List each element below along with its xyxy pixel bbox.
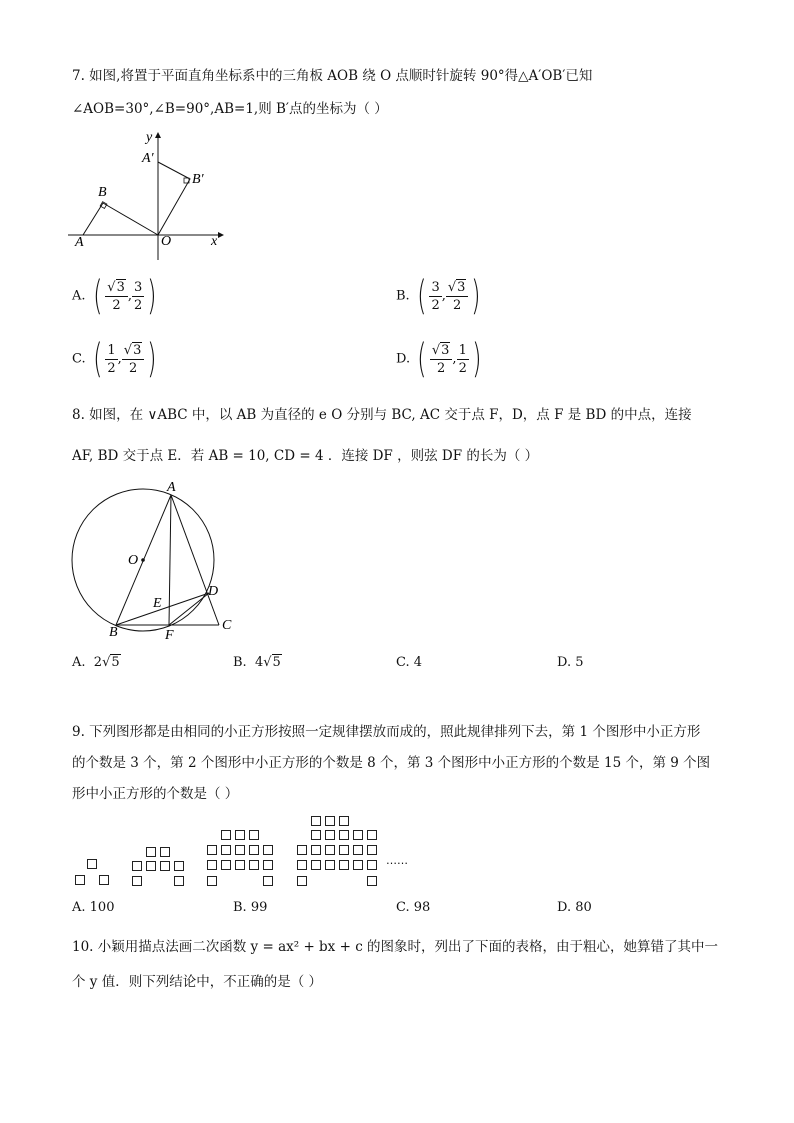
q8-option-c[interactable]: C. 4	[396, 655, 423, 670]
square	[339, 860, 349, 870]
label-A1: A′	[142, 151, 154, 166]
square	[311, 830, 321, 840]
label-B: B	[98, 185, 107, 200]
square	[249, 845, 259, 855]
square	[221, 860, 231, 870]
q9-option-d[interactable]: D. 80	[557, 900, 592, 915]
q9-option-b[interactable]: B. 99	[233, 900, 268, 915]
q8-line2: AF, BD 交于点 E．若 AB = 10, CD = 4 ．连接 DF ，则弦 DF 的长为（ ）	[72, 448, 539, 464]
q10-line1: 10. 小颖用描点法画二次函数 y = ax² + bx + c 的图象时，列出了下面的表格，由于粗心，她算错了其中一	[72, 939, 719, 955]
square	[297, 860, 307, 870]
triangle-AOB	[83, 203, 158, 235]
q9-option-a[interactable]: A. 100	[72, 900, 115, 915]
square	[367, 876, 377, 886]
square	[263, 876, 273, 886]
q7-line2: ∠AOB=30°,∠B=90°,AB=1,则 B′点的坐标为（ ）	[72, 101, 388, 117]
square	[146, 861, 156, 871]
square	[174, 861, 184, 871]
q10-line2: 个 y 值．则下列结论中，不正确的是（ ）	[72, 974, 322, 990]
square	[75, 875, 85, 885]
square	[207, 845, 217, 855]
q9-option-c[interactable]: C. 98	[396, 900, 431, 915]
q8-line1: 8. 如图，在 ∨ABC 中，以 AB 为直径的 e O 分别与 BC, AC 交于点 F，D，点 F 是 BD 的中点，连接	[72, 407, 692, 423]
q7-option-d[interactable]: D. ( $\frac{√3}{2}$ , $\frac{1}{2}$ )	[396, 336, 482, 382]
option-label: D.	[396, 351, 411, 367]
square	[132, 861, 142, 871]
square	[249, 830, 259, 840]
square	[325, 830, 335, 840]
square	[146, 847, 156, 857]
y-axis-arrow	[155, 132, 161, 138]
x-axis-arrow	[218, 232, 224, 238]
square	[339, 830, 349, 840]
label-O: O	[128, 553, 139, 568]
square	[353, 860, 363, 870]
label-E: E	[153, 596, 162, 611]
square	[353, 830, 363, 840]
square	[132, 876, 142, 886]
q8-option-a[interactable]: A. 2√5	[72, 655, 120, 670]
square	[160, 847, 170, 857]
square	[249, 860, 259, 870]
square	[325, 860, 335, 870]
q7-option-b[interactable]: B. ( $\frac{3}{2}$ , $\frac{√3}{2}$ )	[396, 273, 481, 319]
label-C: C	[222, 618, 232, 633]
square	[325, 816, 335, 826]
q9-square-patterns	[70, 812, 410, 892]
square	[207, 860, 217, 870]
square	[99, 875, 109, 885]
square	[311, 816, 321, 826]
square	[311, 860, 321, 870]
square	[311, 845, 321, 855]
q9-line3: 形中小正方形的个数是（ ）	[72, 786, 239, 802]
label-A: A	[167, 480, 176, 495]
segment-AF	[169, 495, 171, 625]
q7-option-a[interactable]: A. ( $\frac{√3}{2}$ , $\frac{3}{2}$ )	[72, 273, 157, 319]
q7-line1: 7. 如图,将置于平面直角坐标系中的三角板 AOB 绕 O 点顺时针旋转 90°得△A′OB′已知	[72, 68, 593, 84]
square	[367, 860, 377, 870]
label-A: A	[75, 235, 84, 250]
label-B: B	[109, 625, 118, 640]
q9-ellipsis: ……	[386, 854, 408, 867]
label-F: F	[165, 628, 174, 643]
q9-line1: 9. 下列图形都是由相同的小正方形按照一定规律摆放而成的，照此规律排列下去，第 1 个图形中小正方形	[72, 724, 701, 740]
segment-AC	[171, 495, 219, 625]
option-label: B.	[396, 288, 410, 304]
square	[160, 861, 170, 871]
square	[235, 830, 245, 840]
square	[339, 816, 349, 826]
square	[174, 876, 184, 886]
q9-line2: 的个数是 3 个，第 2 个图形中小正方形的个数是 8 个，第 3 个图形中小正方形的个数是 15 个，第 9 个图	[72, 755, 711, 771]
square	[325, 845, 335, 855]
q8-option-b[interactable]: B. 4√5	[233, 655, 281, 670]
q8-figure	[66, 478, 246, 644]
square	[339, 845, 349, 855]
triangle-AOB-rotated	[158, 162, 190, 235]
label-D: D	[208, 584, 219, 599]
square	[235, 860, 245, 870]
label-B1: B′	[192, 172, 204, 187]
label-O: O	[161, 234, 172, 249]
square	[263, 845, 273, 855]
center-dot	[141, 558, 145, 562]
label-y: y	[146, 130, 153, 145]
square	[367, 830, 377, 840]
square	[221, 845, 231, 855]
square	[87, 859, 97, 869]
segment-DF	[169, 593, 209, 625]
square	[263, 860, 273, 870]
square	[235, 845, 245, 855]
square	[353, 845, 363, 855]
square	[221, 830, 231, 840]
square	[297, 845, 307, 855]
q8-option-d[interactable]: D. 5	[557, 655, 584, 670]
label-x: x	[211, 234, 218, 249]
square	[207, 876, 217, 886]
q7-option-c[interactable]: C. ( $\frac{1}{2}$ , $\frac{√3}{2}$ )	[72, 336, 157, 382]
square	[297, 876, 307, 886]
q7-figure	[66, 124, 236, 264]
square	[367, 845, 377, 855]
option-label: C.	[72, 351, 86, 367]
option-label: A.	[72, 288, 86, 304]
